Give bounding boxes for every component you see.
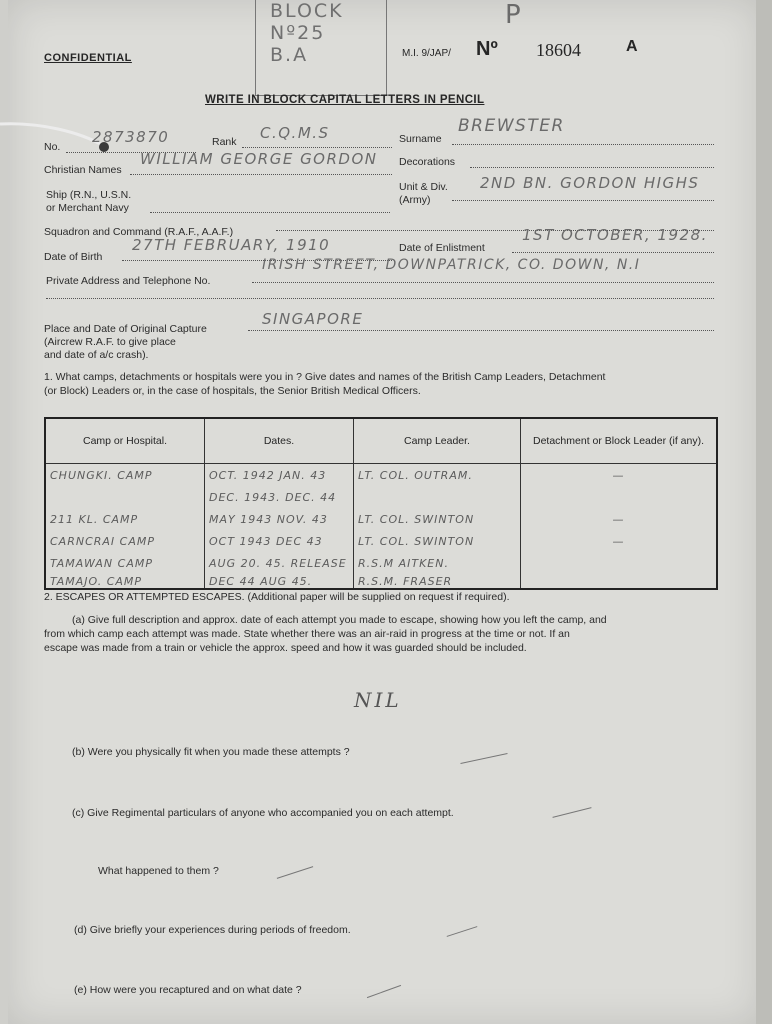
table-row [45, 464, 717, 487]
service-no-label: No. [44, 141, 61, 153]
dates-cell: DEC. 1943. DEC. 44 [205, 486, 354, 508]
form-suffix: A [626, 38, 638, 55]
leader-cell: LT. COL. SWINTON [354, 530, 521, 552]
camp-cell: CARNCRAI CAMP [45, 530, 205, 552]
detachment-cell [521, 486, 718, 508]
capture-label: Place and Date of Original Capture [44, 323, 207, 335]
camp-cell: 211 KL. CAMP [45, 508, 205, 530]
leader-cell: LT. COL. SWINTON [354, 508, 521, 530]
stamp-line: BLOCK [270, 0, 344, 22]
unit-value: 2ND BN. GORDON HIGHS [480, 174, 700, 192]
rank-label: Rank [212, 136, 237, 148]
question-2e: (e) How were you recaptured and on what date ? [74, 984, 302, 996]
unit-label: Unit & Div. [399, 181, 448, 193]
capture-label-3: and date of a/c crash). [44, 349, 149, 361]
camps-table [44, 417, 718, 590]
stamp-line: B.A [270, 44, 309, 66]
address-value: IRISH STREET, DOWNPATRICK, CO. DOWN, N.I [262, 257, 641, 273]
detachment-cell: — [521, 508, 718, 530]
table-row [45, 530, 717, 552]
column-header: Camp Leader. [354, 418, 521, 464]
dates-cell: OCT 1943 DEC 43 [205, 530, 354, 552]
christian-names-value: WILLIAM GEORGE GORDON [140, 150, 378, 168]
dates-cell: DEC 44 AUG 45. [205, 574, 354, 589]
question-2b: (b) Were you physically fit when you made these attempts ? [72, 746, 350, 758]
camp-cell: CHUNGKI. CAMP [45, 464, 205, 487]
surname-label: Surname [399, 133, 442, 145]
christian-names-label: Christian Names [44, 164, 122, 176]
dob-label: Date of Birth [44, 251, 103, 263]
table-row [45, 552, 717, 574]
question-2a-line-3: escape was made from a train or vehicle the approx. speed and how it was guarded should be included. [44, 642, 527, 654]
question-2d: (d) Give briefly your experiences during periods of freedom. [74, 924, 351, 936]
dates-cell: MAY 1943 NOV. 43 [205, 508, 354, 530]
ship-label-2: or Merchant Navy [46, 202, 129, 214]
detachment-cell: — [521, 464, 718, 487]
leader-cell: R.S.M AITKEN. [354, 552, 521, 574]
question-2a-line-2: from which camp each attempt was made. State whether there was an air-raid in progress at the time or not. If an [44, 628, 570, 640]
dates-cell: AUG 20. 45. RELEASE [205, 552, 354, 574]
leader-cell [354, 486, 521, 508]
table-row [45, 508, 717, 530]
form-code: M.I. 9/JAP/ [402, 48, 451, 59]
question-2c-followup: What happened to them ? [98, 865, 219, 877]
camp-cell: TAMAJO. CAMP [45, 574, 205, 589]
detachment-cell: — [521, 530, 718, 552]
question-1-line-2: (or Block) Leaders or, in the case of hospitals, the Senior British Medical Officers. [44, 385, 421, 397]
question-2c: (c) Give Regimental particulars of anyone who accompanied you on each attempt. [72, 807, 454, 819]
detachment-cell [521, 574, 718, 589]
corner-mark: P [505, 0, 521, 30]
column-header: Camp or Hospital. [45, 418, 205, 464]
dob-value: 27TH FEBRUARY, 1910 [132, 236, 331, 254]
enlistment-value: 1ST OCTOBER, 1928. [522, 226, 708, 244]
instruction-heading: WRITE IN BLOCK CAPITAL LETTERS IN PENCIL [205, 94, 485, 106]
capture-label-2: (Aircrew R.A.F. to give place [44, 336, 176, 348]
column-header: Dates. [205, 418, 354, 464]
question-1-line-1: 1. What camps, detachments or hospitals were you in ? Give dates and names of the British Camp Leaders, Detachment [44, 371, 606, 383]
leader-cell: LT. COL. OUTRAM. [354, 464, 521, 487]
block-stamp [255, 0, 387, 96]
form-number: 18604 [536, 40, 581, 60]
service-no-value: 2873870 [92, 128, 170, 146]
camp-cell [45, 486, 205, 508]
stamp-line: Nº25 [270, 22, 326, 44]
unit-label-2: (Army) [399, 194, 431, 206]
table-row [45, 574, 717, 589]
decorations-label: Decorations [399, 156, 456, 168]
confidential-label: CONFIDENTIAL [44, 52, 132, 64]
enlistment-label: Date of Enlistment [399, 242, 485, 254]
column-header: Detachment or Block Leader (if any). [521, 418, 718, 464]
question-2a-line-1: (a) Give full description and approx. date of each attempt you made to escape, showing how you left the camp, and [72, 614, 607, 626]
page-edge [756, 0, 772, 1024]
address-label: Private Address and Telephone No. [46, 275, 211, 287]
number-prefix: Nº [476, 38, 498, 60]
detachment-cell [521, 552, 718, 574]
table-header-row [45, 418, 717, 464]
dates-cell: OCT. 1942 JAN. 43 [205, 464, 354, 487]
capture-value: SINGAPORE [262, 310, 364, 328]
ship-label: Ship (R.N., U.S.N. [46, 189, 132, 201]
table-row [45, 486, 717, 508]
escape-answer: NIL [354, 688, 402, 712]
camp-cell: TAMAWAN CAMP [45, 552, 205, 574]
leader-cell: R.S.M. FRASER [354, 574, 521, 589]
squadron-label: Squadron and Command (R.A.F., A.A.F.) [44, 226, 234, 238]
surname-value: BREWSTER [458, 116, 565, 136]
rank-value: C.Q.M.S [260, 124, 330, 142]
question-2-title: 2. ESCAPES OR ATTEMPTED ESCAPES. (Additional paper will be supplied on request if required). [44, 591, 510, 603]
